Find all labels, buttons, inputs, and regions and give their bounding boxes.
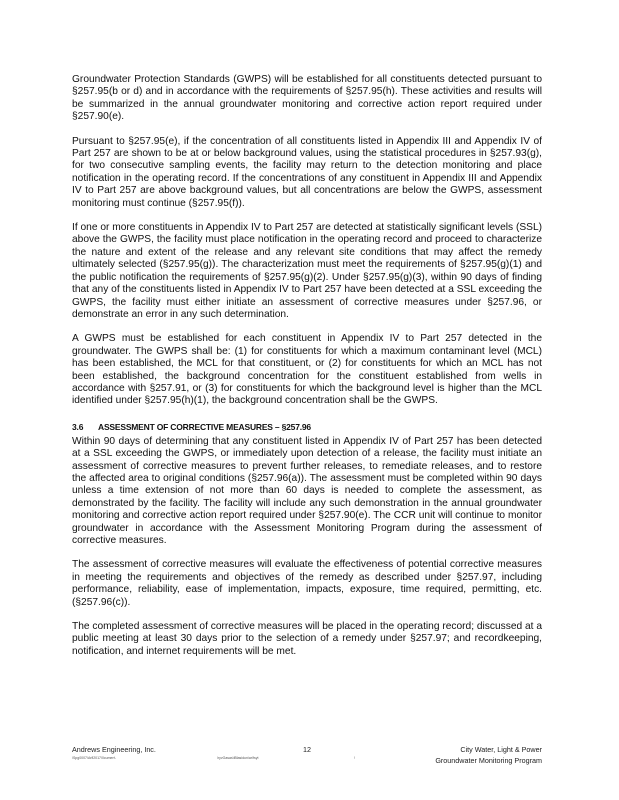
page-footer bbox=[72, 745, 542, 755]
paragraph-evaluate-effectiveness: The assessment of corrective measures will evaluate the effectiveness of potential corrective measures in meeting the requirements and objectives of the remedy as described under §257.97, including performance, reliability, ease of implementation, impacts, exposure, time required, permitting, etc. (§257.96(c)). bbox=[72, 559, 542, 608]
section-title: ASSESSMENT OF CORRECTIVE MEASURES – §257.96 bbox=[98, 421, 311, 432]
paragraph-ssl-characterization: If one or more constituents in Appendix IV to Part 257 are detected at statistically significant levels (SSL) above the GWPS, the facility must place notification in the operating record and proceed to characterize the nature and extent of the release and any relevant site conditions that may affect the remedy ultimately selected (§257.95(g)). The characterization must meet the requirements of §257.95(g)(1) and the public notification the requirements of §257.95(g)(2). Under §257.95(g)(3), within 90 days of finding that any of the constituents listed in Appendix IV to Part 257 have been detected at a SSL exceeding the GWPS, the facility must either initiate an assessment of corrective measures under §257.96, or demonstrate an error in any such determination. bbox=[72, 222, 543, 320]
footer-page-number: 12 bbox=[303, 745, 311, 754]
footer-program: Groundwater Monitoring Program bbox=[435, 756, 542, 765]
paragraph-initiate-assessment: Within 90 days of determining that any constituent listed in Appendix IV of Part 257 has been detected at a SSL exceeding the GWPS, or immediately upon detection of a release, the facility must initiate an assessment of corrective measures to prevent further releases, to remediate releases, and to restore the affected area to original conditions (§257.96(a)). The assessment must be completed within 90 days unless a time extension of not more than 60 days is needed to complete the assessment, as demonstrated by the facility. The facility will include any such demonstration in the annual groundwater monitoring and corrective action report required under §257.90(e). The CCR unit will continue to monitor groundwater in accordance with the Assessment Monitoring Program during the assessment of corrective measures. bbox=[72, 435, 542, 546]
section-number: 3.6 bbox=[72, 421, 84, 432]
footer-mark: ! bbox=[354, 756, 355, 760]
footer-file-path-2: \ryvGasas\lBlasidun\ar\fsyt bbox=[217, 756, 259, 760]
footer-client: City Water, Light & Power bbox=[460, 745, 542, 754]
document-body bbox=[72, 74, 542, 670]
paragraph-gwps-established: Groundwater Protection Standards (GWPS) will be established for all constituents detected pursuant to §257.95(b or d) and in accordance with the requirements of §257.95(h). These activities and results will be summarized in the annual groundwater monitoring and corrective action report required under §257.90(e). bbox=[72, 74, 542, 123]
paragraph-gwps-definition: A GWPS must be established for each constituent in Appendix IV to Part 257 detected in the groundwater. The GWPS shall be: (1) for constituents for which a maximum contaminant level (MCL) has been established, the MCL for that constituent, or (2) for constituents for which an MCL has not been established, the background concentration for the constituent established from wells in accordance with §257.91, or (3) for constituents for which the background level is higher than the MCL identified under §257.95(h)(1), the background concentration shall be the GWPS. bbox=[72, 333, 542, 407]
paragraph-completed-assessment: The completed assessment of corrective measures will be placed in the operating record; discussed at a public meeting at least 30 days prior to the selection of a remedy under §257.97; and recordkeeping, notification, and internet requirements will be met. bbox=[72, 621, 542, 657]
footer-company: Andrews Engineering, Inc. bbox=[72, 745, 156, 754]
footer-file-path: \Spg0007\Arfl2017\0cumen\ bbox=[72, 756, 116, 760]
section-heading bbox=[72, 422, 542, 432]
page-footer-secondary bbox=[72, 756, 542, 766]
paragraph-return-to-detection: Pursuant to §257.95(e), if the concentration of all constituents listed in Appendix III and Appendix IV of Part 257 are shown to be at or below background values, using the statistical procedures in §257.93(g), for two consecutive sampling events, the facility may return to the detection monitoring and place notification in the operating record. If the concentrations of any constituent in Appendix III and Appendix IV to Part 257 are above background values, but all concentrations are below the GWPS, assessment monitoring must continue (§257.95(f)). bbox=[72, 135, 542, 209]
